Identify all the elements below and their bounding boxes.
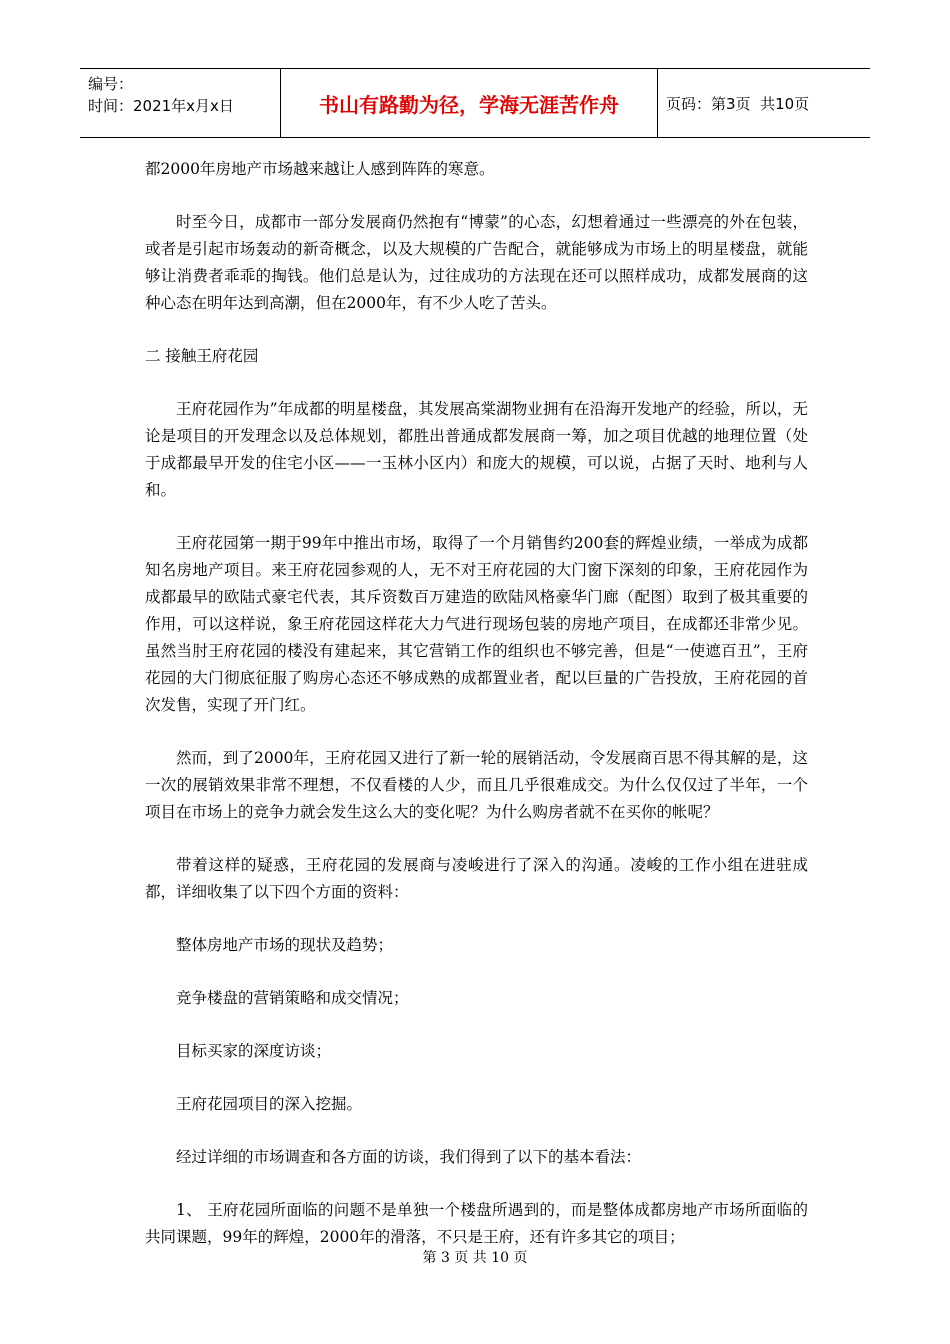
header-page-info — [658, 69, 870, 137]
list-item: 整体房地产市场的现状及趋势； — [176, 936, 394, 954]
paragraph: 然而，到了2000年，王府花园又进行了新一轮的展销活动，令发展商百思不得其解的是，这一次的展销效果非常不理想，不仅看楼的人少，而且几乎很难成交。为什么仅仅过了半年，一个项目在市场上的竞争力就会发生这么大的变化呢？为什么购房者就不在买你的帐呢？ — [145, 749, 808, 821]
list-item: 王府花园项目的深入挖掘。 — [176, 1095, 363, 1113]
paragraph: 带着这样的疑惑，王府花园的发展商与凌峻进行了深入的沟通。凌峻的工作小组在进驻成都，详细收集了以下四个方面的资料： — [145, 856, 808, 901]
document-header — [80, 68, 870, 138]
page-info-text: 页码：第3页 共10页 — [666, 94, 810, 113]
paragraph: 时至今日，成都市一部分发展商仍然抱有“博蒙”的心态，幻想着通过一些漂亮的外在包装，或者是引起市场轰动的新奇概念，以及大规模的广告配合，就能够成为市场上的明星楼盘，就能够让消费者乖乖的掏钱。他们总是认为，过往成功的方法现在还可以照样成功，成都发展商的这种心态在明年达到高潮，但在2000年，有不少人吃了苦头。 — [145, 213, 808, 312]
paragraph: 都2000年房地产市场越来越让人感到阵阵的寒意。 — [145, 160, 495, 178]
paragraph: 1、 王府花园所面临的问题不是单独一个楼盘所遇到的，而是整体成都房地产市场所面临的共同课题，99年的辉煌，2000年的滑落，不只是王府，还有许多其它的项目； — [145, 1201, 808, 1246]
document-body — [145, 156, 808, 1277]
list-item: 目标买家的深度访谈； — [176, 1042, 332, 1060]
page-footer: 第 3 页 共 10 页 — [422, 1250, 528, 1266]
time-label: 时间：2021年x月x日 — [88, 97, 234, 115]
paragraph: 经过详细的市场调查和各方面的访谈，我们得到了以下的基本看法： — [176, 1148, 642, 1166]
header-meta — [80, 69, 280, 137]
list-item: 竞争楼盘的营销策略和成交情况； — [176, 989, 409, 1007]
header-motto: 书山有路勤为径，学海无涯苦作舟 — [280, 69, 658, 137]
paragraph: 王府花园第一期于99年中推出市场，取得了一个月销售约200套的辉煌业绩，一举成为成都知名房地产项目。来王府花园参观的人，无不对王府花园的大门窗下深刻的印象，王府花园作为成都最早的欧陆式豪宅代表，其斥资数百万建造的欧陆风格豪华门廊（配图）取到了极其重要的作用，可以这样说，象王府花园这样花大力气进行现场包装的房地产项目，在成都还非常少见。虽然当肘王府花园的楼没有建起来，其它营销工作的组织也不够完善，但是“一使遮百丑”，王府花园的大门彻底征服了购房心态还不够成熟的成都置业者，配以巨量的广告投放，王府花园的首次发售，实现了开门红。 — [145, 534, 808, 714]
number-label: 编号： — [88, 75, 134, 93]
section-heading: 二 接触王府花园 — [145, 347, 259, 365]
paragraph: 王府花园作为”年成都的明星楼盘，其发展高棠湖物业拥有在沿海开发地产的经验，所以，无论是项目的开发理念以及总体规划，都胜出普通成都发展商一筹，加之项目优越的地理位置（处于成都最早开发的住宅小区——一玉林小区内）和庞大的规模，可以说，占据了天时、地利与人和。 — [145, 400, 808, 499]
